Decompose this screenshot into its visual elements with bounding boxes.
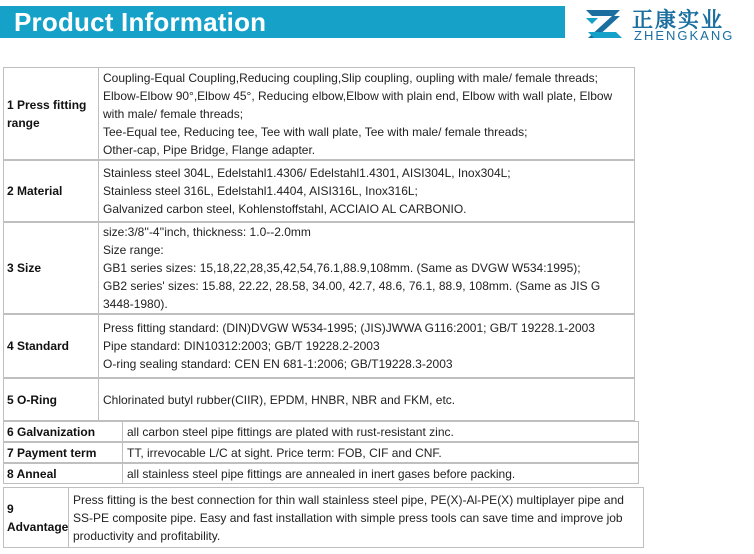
value-line: Chlorinated butyl rubber(CIIR), EPDM, HNBR, NBR and FKM, etc. xyxy=(103,392,456,407)
value-line: size:3/8''-4''inch, thickness: 1.0--2.0mm xyxy=(103,225,311,239)
table-row-press-fitting-range xyxy=(3,67,635,160)
value-line: Stainless steel 304L, Edelstahl1.4306/ Edelstahl1.4301, AISI304L, Inox304L; xyxy=(103,166,511,180)
row-label: 9 Advantage xyxy=(4,488,69,547)
logo-chinese-text: 正康实业 xyxy=(632,8,724,32)
company-logo xyxy=(584,2,750,46)
table-row-galvanization xyxy=(3,421,639,442)
table-row-advantage xyxy=(3,487,644,548)
row-value xyxy=(123,443,638,462)
row-value xyxy=(123,422,638,441)
row-value xyxy=(123,464,638,483)
page-title: Product Information xyxy=(14,7,267,37)
row-label: 2 Material xyxy=(4,161,99,221)
table-row-material xyxy=(3,160,635,222)
header-bar xyxy=(0,6,565,38)
table-row-payment-term xyxy=(3,442,639,463)
value-line: GB1 series sizes: 15,18,22,28,35,42,54,76.1,88.9,108mm. (Same as DVGW W534:1995); xyxy=(103,261,581,275)
row-label: 4 Standard xyxy=(4,315,99,377)
table-row-standard xyxy=(3,314,635,378)
row-label: 8 Anneal xyxy=(4,464,123,483)
row-label: 7 Payment term xyxy=(4,443,123,462)
value-line: Galvanized carbon steel, Kohlenstoffstahl, ACCIAIO AL CARBONIO. xyxy=(103,202,467,216)
row-label: 3 Size xyxy=(4,223,99,313)
row-value xyxy=(99,68,634,159)
value-line: Elbow-Elbow 90°,Elbow 45°, Reducing elbow,Elbow with plain end, Elbow with wall plate, Elbow with male/ female threads; xyxy=(103,88,613,121)
table-row-size xyxy=(3,222,635,314)
row-label: 6 Galvanization xyxy=(4,422,123,441)
value-line: all stainless steel pipe fittings are annealed in inert gases before packing. xyxy=(127,466,516,481)
value-line: Pipe standard: DIN10312:2003; GB/T 19228.2-2003 xyxy=(103,339,380,353)
table-row-anneal xyxy=(3,463,639,484)
row-label: 1 Press fitting range xyxy=(4,68,99,159)
value-line: Press fitting standard: (DIN)DVGW W534-1995; (JIS)JWWA G116:2001; GB/T 19228.1-2003 xyxy=(103,321,595,335)
value-line: all carbon steel pipe fittings are plated with rust-resistant zinc. xyxy=(127,424,454,439)
value-line: TT, irrevocable L/C at sight. Price term: FOB, CIF and CNF. xyxy=(127,445,442,460)
zhengkang-logo-icon xyxy=(584,6,624,42)
value-line: Other-cap, Pipe Bridge, Flange adapter. xyxy=(103,142,316,157)
value-line: Size range: xyxy=(103,243,164,257)
row-value xyxy=(99,315,634,377)
value-line: O-ring sealing standard: CEN EN 681-1:2006; GB/T19228.3-2003 xyxy=(103,357,453,371)
table-row-o-ring xyxy=(3,378,635,421)
row-value xyxy=(99,223,634,313)
row-value xyxy=(99,161,634,221)
row-value xyxy=(99,379,634,420)
logo-english-text: ZHENGKANG xyxy=(634,28,735,43)
value-line: GB2 series' sizes: 15.88, 22.22, 28.58, 34.00, 42.7, 48.6, 76.1, 88.9, 108mm. (Same as JIS G 3448-1980). xyxy=(103,279,601,311)
value-line: Tee-Equal tee, Reducing tee, Tee with wall plate, Tee with male/ female threads; xyxy=(103,124,528,139)
value-line: Coupling-Equal Coupling,Reducing coupling,Slip coupling, oupling with male/ female threads; xyxy=(103,70,598,85)
value-line: Stainless steel 316L, Edelstahl1.4404, AISI316L, Inox316L; xyxy=(103,184,418,198)
value-line: Press fitting is the best connection for thin wall stainless steel pipe, PE(X)-Al-PE(X) multiplayer pipe and SS-PE composite pipe. Easy and fast installation with simple press tools can save time and improve job productivity and profitability. xyxy=(73,492,624,543)
row-label: 5 O-Ring xyxy=(4,379,99,420)
row-value xyxy=(69,488,643,547)
